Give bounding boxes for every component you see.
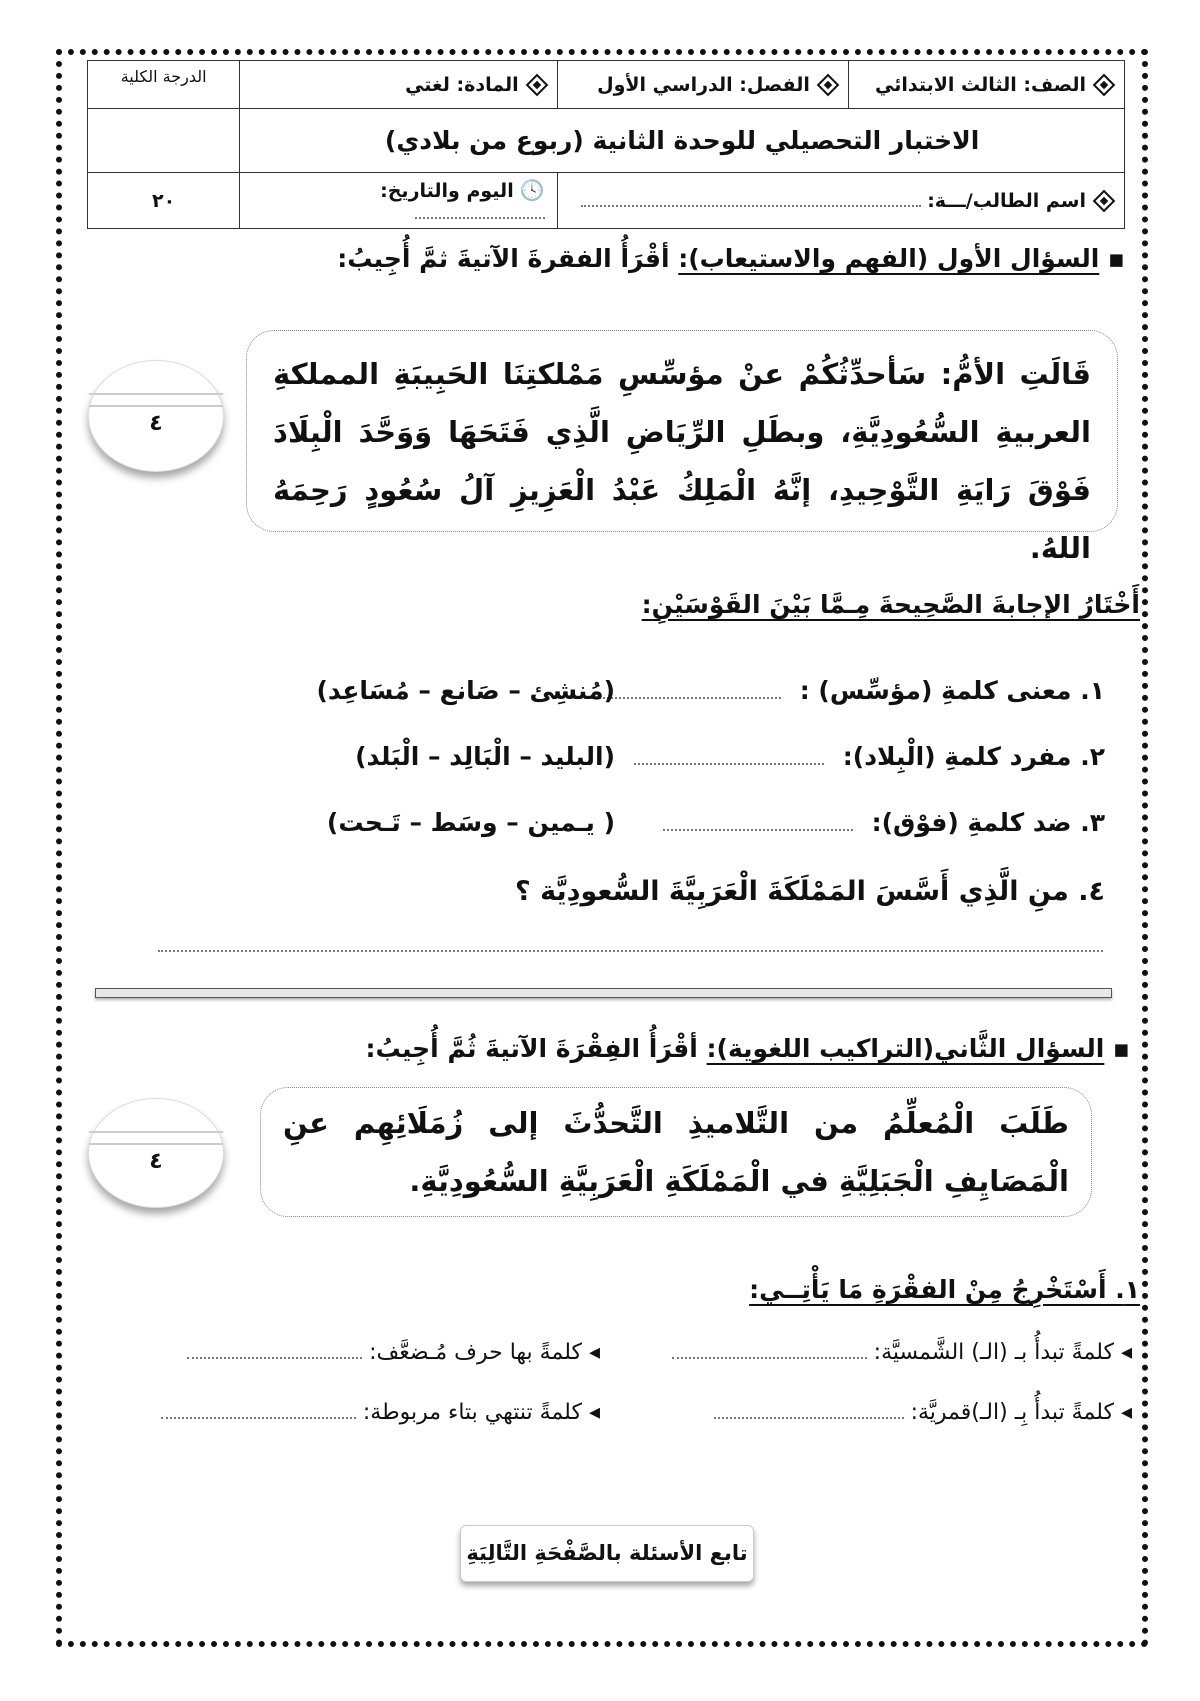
q2-score: ٤ [149,1149,163,1174]
student-name-cell[interactable] [557,173,1124,229]
q1-item-4-answer-field[interactable] [158,950,1103,952]
q1-score-badge [88,360,224,472]
extract-item-4: ◂ كلمةً تنتهي بتاء مربوطة: [161,1400,600,1425]
q2-heading-instruction: أقْرَأُ الفِقْرَةَ الآتيةَ ثُمَّ أُجِيبُ: [365,1034,698,1063]
total-score-value: ٢٠ [88,173,240,229]
date-label: اليوم والتاريخ: [380,179,514,202]
subject-label: المادة: لغتي [405,73,519,96]
diamond-icon [1093,190,1116,213]
extract-item-2: ◂ كلمةً بها حرف مُـضعَّف: [187,1340,600,1365]
clock-icon: 🕓 [519,177,545,202]
q1-item-3 [663,808,1105,837]
date-field[interactable] [415,217,545,219]
diamond-icon [525,74,548,97]
q1-item-1 [586,676,1105,705]
total-score-label: الدرجة الكلية [88,61,240,109]
student-name-label: اسم الطالب/ـــة: [927,189,1086,212]
diamond-icon [817,74,840,97]
answer-field[interactable] [586,697,781,699]
extract-item-3: ◂ كلمةً تبدأُ بِـ (الـ)قمريَّة: [714,1400,1132,1425]
q2-heading-title: السؤال الثَّاني(التراكيب اللغوية): [706,1034,1105,1063]
choose-heading-text: أَخْتَارُ الإجابةَ الصَّحِيحةَ مِـمَّا بَيْنَ القَوْسَيْنِ: [641,590,1140,619]
extract-label: كلمةً تبدأُ بِـ (الـ)قمريَّة: [910,1400,1114,1425]
answer-field[interactable] [714,1417,904,1419]
item-question: ٣. ضد كلمةِ (فوْق): [871,808,1105,837]
extract-item-1: ◂ كلمةً تبدأُ بـ (الـ) الشَّمسيَّة: [672,1340,1132,1365]
empty-cell [88,109,240,173]
extract-heading [749,1275,1140,1304]
extract-label: كلمةً بها حرف مُـضعَّف: [369,1340,582,1365]
q1-passage: قَالَتِ الأمُّ: سَأحدِّثُكُمْ عنْ مؤسِّسِ مَمْلكتِنَا الحَبِيبَةِ المملكةِ العربيةِ السُّعُودِيَّةِ، وبطَلِ الرِّيَاضِ الَّذِي فَتَحَهَا وَوَحَّدَ الْبِلَادَ فَوْقَ رَايَةِ التَّوْحِيدِ، إنَّهُ الْمَلِكُ عَبْدُ الْعَزِيزِ آلُ سُعُودٍ رَحِمَهُ اللهُ. [246,330,1118,532]
item-options: (البليد – الْبَالِد – الْبَلد) [355,742,615,771]
extract-heading-text: ١. أَسْتَخْرِجُ مِنْ الفقْرَةِ مَا يَأْتِــي: [749,1275,1140,1304]
student-name-field[interactable] [581,205,921,207]
q1-heading: ▪ السؤال الأول (الفهم والاستيعاب): أقْرَأُ الفقرةَ الآتيةَ ثمَّ أُجِيبُ: [337,244,1125,273]
exam-header-table [87,60,1125,229]
choose-heading [642,590,1140,619]
answer-field[interactable] [672,1357,867,1359]
diamond-icon [1093,74,1116,97]
item-question: ١. معنى كلمةِ (مؤسِّس) : [799,676,1105,705]
date-cell[interactable] [240,173,557,229]
item-options: (مُنشِئ – صَانع – مُسَاعِد) [316,676,615,705]
q1-score: ٤ [149,411,163,436]
item-options: ( يـمين – وسَط – تَـحت) [326,808,615,837]
exam-title: الاختبار التحصيلي للوحدة الثانية (ربوع من بلادي) [240,109,1125,173]
q2-heading: ▪ السؤال الثَّاني(التراكيب اللغوية): أقْرَأُ الفِقْرَةَ الآتيةَ ثُمَّ أُجِيبُ: [365,1034,1130,1063]
q2-passage: طَلَبَ الْمُعلِّمُ من التَّلاميذِ التَّحدُّثَ إلى زُمَلَائِهِم عنِ الْمَصَايِفِ الْجَبَلِيَّةِ في الْمَمْلَكَةِ الْعَرَبِيَّةِ السُّعُودِيَّةِ. [260,1087,1092,1217]
section-divider [95,988,1112,998]
grade-cell [848,61,1124,109]
extract-label: كلمةً تنتهي بتاء مربوطة: [362,1400,582,1425]
subject-cell [240,61,557,109]
q1-item-2 [634,742,1105,771]
term-label: الفصل: الدراسي الأول [597,73,810,96]
answer-field[interactable] [187,1357,362,1359]
term-cell [557,61,848,109]
grade-label: الصف: الثالث الابتدائي [874,73,1086,96]
q1-item-4: ٤. منِ الَّذِي أَسَّسَ المَمْلَكَةَ الْعَرَبِيَّةَ السُّعودِيَّة ؟ [515,876,1105,907]
answer-field[interactable] [161,1417,356,1419]
q1-heading-instruction: أقْرَأُ الفقرةَ الآتيةَ ثمَّ أُجِيبُ: [337,244,670,273]
extract-label: كلمةً تبدأُ بـ (الـ) الشَّمسيَّة: [873,1340,1114,1365]
answer-field[interactable] [634,763,824,765]
q2-score-badge [88,1098,224,1208]
continue-next-page-note: تابع الأسئلة بالصَّفْحَةِ التَّالِيَةِ [460,1525,754,1582]
q1-heading-title: السؤال الأول (الفهم والاستيعاب): [678,244,1100,273]
item-question: ٢. مفرد كلمةِ (الْبِلاد): [842,742,1105,771]
answer-field[interactable] [663,829,853,831]
